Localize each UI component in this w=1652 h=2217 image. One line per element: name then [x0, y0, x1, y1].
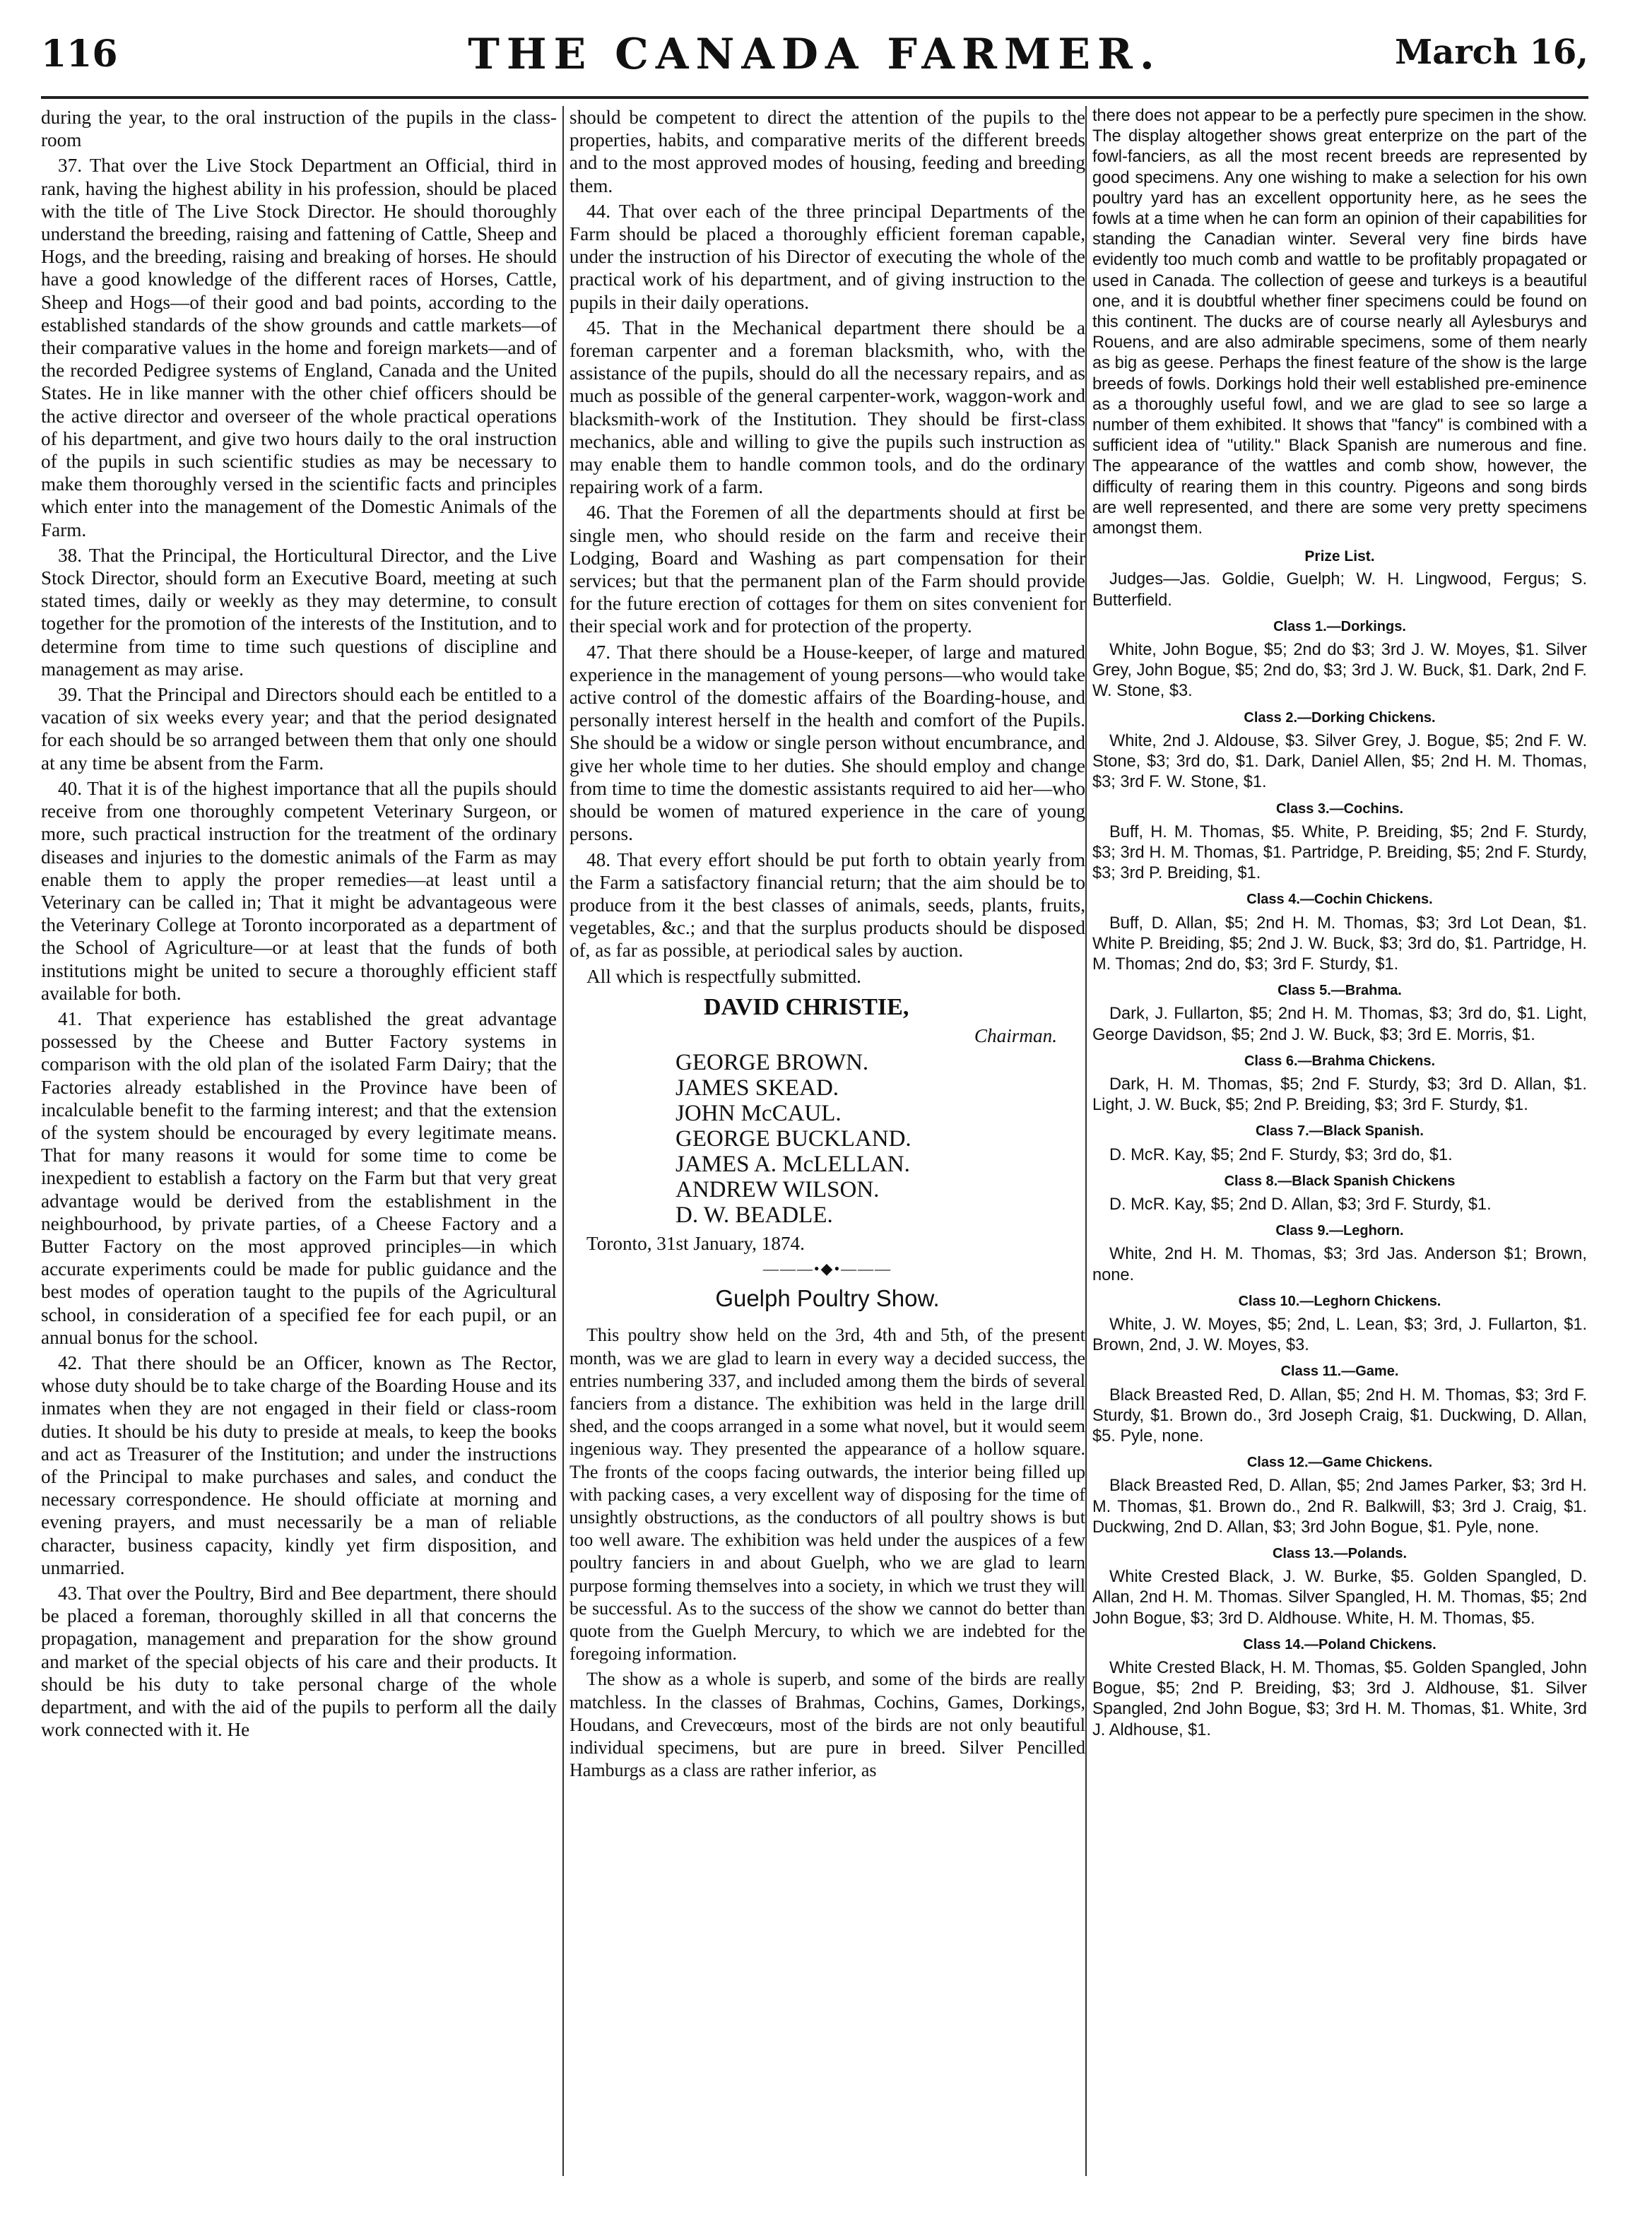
- class-results: Buff, D. Allan, $5; 2nd H. M. Thomas, $3; 3rd Lot Dean, $1. White P. Breiding, $5; 2nd J. W. Buck, $3; 3rd do, $1. Partridge, H. M. Thomas; 2nd do, $3; 3rd F. Sturdy, $1.: [1092, 914, 1587, 974]
- masthead: [41, 21, 1588, 85]
- paragraph: 40. That it is of the highest importance that all the pupils should receive from one thoroughly competent Veterinary Surgeon, or more, such practical instruction for the treatment of the ordinary diseases and injuries to the domestic animals of the Farm as may enable them to apply the proper remedies—at least until a Veterinary can be called in; That it might be advantageous were the Veterinary College at Toronto incorporated as a department of the School of Agriculture—or at least that the funds of both institutions might be united to secure a thoroughly efficient staff available for both.: [41, 777, 557, 1004]
- class-results: White, John Bogue, $5; 2nd do $3; 3rd J. W. Moyes, $1. Silver Grey, John Bogue, $5; 2nd do, $3; 3rd J. W. Buck, $1. Dark, 2nd F. W. Stone, $3.: [1092, 641, 1587, 701]
- signatory: GEORGE BROWN.: [675, 1049, 869, 1075]
- paragraph: should be competent to direct the attention of the pupils to the properties, habits, and comparative merits of the different breeds and to the most approved modes of housing, feeding and breeding them.: [570, 107, 1085, 196]
- paragraph: 41. That experience has established the great advantage possessed by the Cheese and Butter Factory systems in comparison with the old plan of the isolated Farm Dairy; that the Factories already established in the Province have been of incalculable benefit to the farming interest; and that the extension of the system should be encouraged by every legitimate means. That for many reasons it would for some time to come be inexpedient to establish a factory on the Farm but that very great advantage would be derived from the establishment in the neighbourhood, by private parties, of a Cheese Factory and a Butter Factory on the most approved principles—in which accurate experiments could be made for public guidance and the best modes of operation taught to the pupils of the Agricultural school, in consideration of a specified fee for each pupil, or an annual bonus for the school.: [41, 1007, 557, 1348]
- class-heading: Class 6.—Brahma Chickens.: [1244, 1053, 1436, 1069]
- class-heading: Class 14.—Poland Chickens.: [1243, 1636, 1436, 1653]
- paragraph: 42. That there should be an Officer, known as The Rector, whose duty should be to take charge of the Boarding House and its inmates when they are not engaged in their field or class-room duties. It should be his duty to preside at meals, to keep the books and act as Treasurer of the Institution; and under the instructions of the Principal to make purchases and sales, and conduct the necessary correspondence. He should officiate at morning and evening prayers, and must necessarily be a man of reliable character, business capacity, kindly yet firm disposition, and unmarried.: [41, 1352, 557, 1578]
- class-heading: Class 10.—Leghorn Chickens.: [1238, 1293, 1441, 1309]
- class-heading: Class 2.—Dorking Chickens.: [1244, 709, 1436, 726]
- class-heading: Class 13.—Polands.: [1272, 1546, 1408, 1561]
- chairman-signature: DAVID CHRISTIE,: [704, 993, 909, 1020]
- column-divider: [1085, 106, 1087, 2176]
- class-heading: Class 3.—Cochins.: [1275, 800, 1404, 817]
- newspaper-title: THE CANADA FARMER.: [468, 30, 1162, 79]
- class-heading: Class 4.—Cochin Chickens.: [1246, 892, 1433, 908]
- dateline: Toronto, 31st January, 1874.: [586, 1232, 805, 1254]
- class-results: White, J. W. Moyes, $5; 2nd, L. Lean, $3; 3rd, J. Fullarton, $1. Brown, 2nd, J. W. Moyes, $3.: [1092, 1315, 1587, 1355]
- class-heading: Class 9.—Leghorn.: [1275, 1223, 1404, 1239]
- prize-list-heading: Prize List.: [1304, 548, 1375, 565]
- signatory: JAMES A. McLELLAN.: [675, 1151, 910, 1177]
- paragraph: 38. That the Principal, the Horticultural Director, and the Live Stock Director, should form an Executive Board, meeting at such stated times, daily or weekly as they may determine, to consult together for the promotion of the interests of the Institution, and to determine from time to time such questions of discipline and management as may arise.: [41, 544, 557, 680]
- signatory: ANDREW WILSON.: [675, 1176, 880, 1202]
- class-heading: Class 5.—Brahma.: [1278, 983, 1402, 999]
- column-3: [1092, 106, 1587, 2176]
- class-results: D. McR. Kay, $5; 2nd D. Allan, $3; 3rd F. Sturdy, $1.: [1109, 1195, 1492, 1214]
- paragraph: there does not appear to be a perfectly pure specimen in the show. The display altogether shows great enterprize on the part of the fowl-fanciers, as all the most recent breeds are represented by good specimens. Any one wishing to make a selection for his own poultry yard has an excellent opportunity here, as he sees the fowls at a time when he can form an opinion of their capabilities for standing the Canadian winter. Several very fine birds have evidently too much comb and wattle to be profitably propagated or used in Canada. The collection of geese and turkeys is a beautiful one, and it is doubtful whether finer specimens could be found on this continent. The ducks are of course nearly all Aylesburys and Rouens, and are also admirable specimens, some of them nearly as big as geese. Perhaps the finest feature of the show is the large breeds of fowls. Dorkings hold their well established pre-eminence as a thoroughly useful fowl, and we are glad to see so large a number of them exhibited. It shows that "fancy" is combined with a sufficient idea of "utility." Black Spanish are numerous and fine. The appearance of the wattles and comb show, however, the difficulty of rearing them in this country. Pigeons and song birds are well represented, and there are some very pretty specimens amongst them.: [1092, 107, 1587, 538]
- class-results: D. McR. Kay, $5; 2nd F. Sturdy, $3; 3rd do, $1.: [1109, 1145, 1453, 1164]
- page-number: 116: [41, 32, 118, 76]
- column-1: [41, 106, 557, 2176]
- class-results: Black Breasted Red, D. Allan, $5; 2nd H. M. Thomas, $3; 3rd F. Sturdy, $1. Brown do., 3rd Joseph Craig, $1. Duckwing, D. Allan, $5. Pyle, none.: [1092, 1385, 1587, 1446]
- class-heading: Class 11.—Game.: [1280, 1364, 1399, 1380]
- paragraph: 45. That in the Mechanical department there should be a foreman carpenter and a foreman blacksmith, who, with the assistance of the pupils, should do all the necessary repairs, and as much as possible of the general carpenter-work, waggon-work and blacksmith-work of the Institution. They should be first-class mechanics, able and willing to give the pupils such instruction as may enable them to handle common tools, and do the ordinary repairing work of a farm.: [570, 317, 1085, 498]
- class-results: White, 2nd H. M. Thomas, $3; 3rd Jas. Anderson $1; Brown, none.: [1092, 1245, 1587, 1284]
- signatory: JOHN McCAUL.: [675, 1100, 842, 1126]
- paragraph: 39. That the Principal and Directors should each be entitled to a vacation of six weeks every year; and that the period designated for each should be so arranged between them that only one should at any time be absent from the Farm.: [41, 684, 557, 774]
- paragraph: All which is respectfully submitted.: [586, 965, 861, 987]
- class-results: White, 2nd J. Aldouse, $3. Silver Grey, J. Bogue, $5; 2nd F. W. Stone, $3; 3rd do, $1. Dark, Daniel Allen, $5; 2nd H. M. Thomas, $3; 3rd F. W. Stone, $1.: [1092, 731, 1587, 792]
- paragraph: 46. That the Foremen of all the departments should at first be single men, who should reside on the farm and receive their Lodging, Board and Washing as part compensation for their services; but that the permanent plan of the Farm should provide for the future erection of cottages for them on sites convenient for their special work and for protection of the property.: [570, 502, 1085, 637]
- issue-date: March 16,: [1395, 32, 1588, 72]
- article-heading: Guelph Poultry Show.: [715, 1285, 940, 1312]
- paragraph: during the year, to the oral instruction of the pupils in the class-room: [41, 107, 557, 151]
- judges-line: Judges—Jas. Goldie, Guelph; W. H. Lingwood, Fergus; S. Butterfield.: [1092, 570, 1587, 610]
- class-heading: Class 8.—Black Spanish Chickens: [1224, 1173, 1456, 1189]
- chairman-role: Chairman.: [974, 1024, 1057, 1046]
- class-heading: Class 7.—Black Spanish.: [1256, 1123, 1424, 1140]
- signatory: GEORGE BUCKLAND.: [675, 1125, 911, 1152]
- class-results: Black Breasted Red, D. Allan, $5; 2nd James Parker, $3; 3rd H. M. Thomas, $1. Brown do., 2nd R. Balkwill, $3; 3rd J. Craig, $1. Duckwing, 2nd D. Allan, $3; 3rd John Bogue, $1. Pyle, none.: [1092, 1477, 1587, 1537]
- signatory: JAMES SKEAD.: [675, 1075, 839, 1101]
- paragraph: 44. That over each of the three principal Departments of the Farm should be placed a thoroughly efficient foreman capable, under the instruction of his Director of executing the whole of the practical work of his department, and of giving instruction to the pupils in their daily operations.: [570, 200, 1085, 313]
- paragraph: 47. That there should be a House-keeper, of large and matured experience in the management of young persons—who would take active control of the domestic affairs of the Boarding-house, and personally interest herself in the health and comfort of the Pupils. She should be a widow or single person without encumbrance, and give her whole time to her duties. She should employ and change from time to time the domestic assistants required to aid her—who should be women of matured experience in the care of young persons.: [570, 641, 1085, 845]
- column-2: [570, 106, 1085, 2176]
- column-divider: [562, 106, 564, 2176]
- section-separator: ———•◆•———: [762, 1260, 892, 1278]
- class-results: Dark, J. Fullarton, $5; 2nd H. M. Thomas, $3; 3rd do, $1. Light, George Davidson, $5; 2nd J. W. Buck, $3; 3rd E. Morris, $1.: [1092, 1005, 1587, 1044]
- paragraph: 43. That over the Poultry, Bird and Bee department, there should be placed a foreman, thoroughly skilled in all that concerns the propagation, management and preparation for the show ground and market of the special objects of his care and their products. It should be his duty to take personal charge of the whole department, and with the aid of the pupils to perform all the daily work connected with it. He: [41, 1583, 557, 1741]
- signatory: D. W. BEADLE.: [675, 1202, 833, 1228]
- paragraph: This poultry show held on the 3rd, 4th and 5th, of the present month, was we are glad to learn in every way a decided success, the entries numbering 337, and included among them the birds of several fanciers from a distance. The exhibition was held in the large drill shed, and the coops arranged in a some what novel, but it would seem ingenious way. They presented the appearance of a hollow square. The fronts of the coops facing outwards, the interior being filled up with packing cases, a very excellent way of disposing for the time of unsightly obstructions, as the conductors of all poultry shows is but too well aware. The exhibition was held under the auspices of a few poultry fanciers in and about Guelph, who we are glad to learn purpose forming themselves into a society, in which we trust they will be successful. As to the success of the show we cannot do better than quote from the Guelph Mercury, to which we are indebted for the foregoing information.: [570, 1325, 1085, 1665]
- class-results: White Crested Black, H. M. Thomas, $5. Golden Spangled, John Bogue, $5; 2nd P. Breiding, $3; 3rd J. Aldhouse, $1. Silver Spangled, 2nd John Bogue, $3; 3rd H. M. Thomas, $1. White, 3rd J. Aldhouse, $1.: [1092, 1659, 1587, 1739]
- class-heading: Class 12.—Game Chickens.: [1246, 1455, 1433, 1471]
- class-heading: Class 1.—Dorkings.: [1273, 618, 1406, 634]
- paragraph: 48. That every effort should be put forth to obtain yearly from the Farm a satisfactory financial return; that the aim should be to produce from it the best classes of animals, seeds, plants, fruits, vegetables, &c.; and that the surplus products should be disposed of, as far as possible, at periodical sales by auction.: [570, 849, 1085, 962]
- class-results: Buff, H. M. Thomas, $5. White, P. Breiding, $5; 2nd F. Sturdy, $3; 3rd H. M. Thomas, $1. Partridge, P. Breiding, $5; 2nd F. Sturdy, $3; 3rd P. Breiding, $1.: [1092, 822, 1587, 883]
- paragraph: The show as a whole is superb, and some of the birds are really matchless. In the classes of Brahmas, Cochins, Games, Dorkings, Houdans, and Crevecœurs, most of the birds are not only beautiful individual specimens, but are pure in breed. Silver Pencilled Hamburgs as a class are rather inferior, as: [570, 1669, 1085, 1781]
- class-results: White Crested Black, J. W. Burke, $5. Golden Spangled, D. Allan, 2nd H. M. Thomas. Silver Spangled, H. M. Thomas, $5; 2nd John Bogue, $3; 3rd D. Aldhouse. White, H. M. Thomas, $5.: [1092, 1568, 1587, 1628]
- header-rule: [41, 96, 1588, 99]
- paragraph: 37. That over the Live Stock Department an Official, third in rank, having the highest ability in his profession, should be placed with the title of The Live Stock Director. He should thoroughly understand the breeding, raising and fattening of Cattle, Sheep and Hogs, and the breeding, raising and breaking of horses. He should have a good knowledge of the different races of Horses, Cattle, Sheep and Hogs—of their good and bad points, according to the established standards of the show grounds and cattle markets—of their comparative values in the home and foreign markets—and of the recorded Pedigree systems of England, Canada and the United States. He in like manner with the other chief officers should be the active director and overseer of the whole practical operations of his department, and give two hours daily to the oral instruction of the pupils in such scientific studies as may be necessary to make them thoroughly versed in the scientific facts and principles which enter into the management of the Domestic Animals of the Farm.: [41, 155, 557, 540]
- class-results: Dark, H. M. Thomas, $5; 2nd F. Sturdy, $3; 3rd D. Allan, $1. Light, J. W. Buck, $5; 2nd P. Breiding, $3; 3rd F. Sturdy, $1.: [1092, 1075, 1587, 1115]
